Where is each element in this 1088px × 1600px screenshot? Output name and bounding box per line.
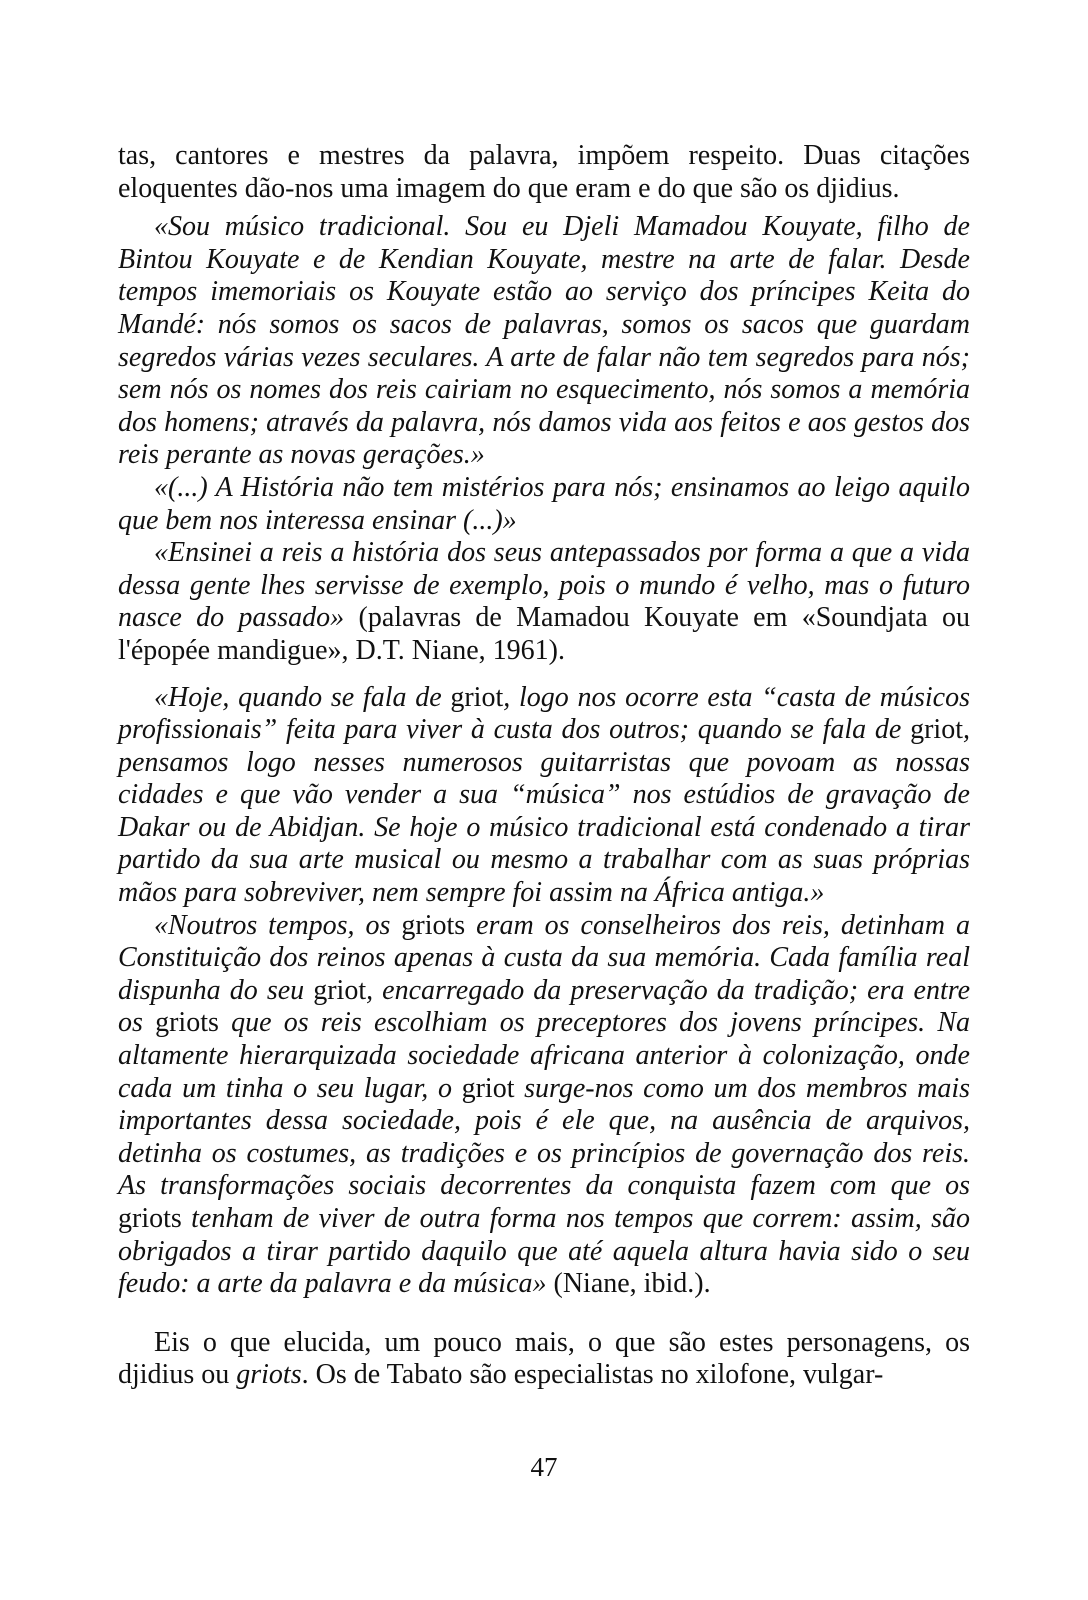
text-segment: (Niane, ibid.). [546, 1268, 711, 1300]
page-body [118, 140, 970, 1392]
quote-niane-2 [118, 910, 970, 1301]
text-segment: , encarregado da preservação da tradição; era entre os [118, 974, 971, 1039]
text-segment: griot [313, 974, 367, 1006]
text-segment: surge-nos como um dos membros mais importantes dessa sociedade, pois é ele que, na ausência de arquivos, detinha os costumes, as tradições e os princípios de governação dos reis. As transformações sociais decorrentes da conquista fazem com que os [118, 1072, 971, 1202]
text-segment: , pensamos logo nesses numerosos guitarristas que povoam as nossas cidades e que vão vender a sua “música” nos estúdios de gravação de Dakar ou de Abidjan. Se hoje o músico tradicional está condenado a tirar partido da sua arte musical ou mesmo a trabalhar com as suas próprias mãos para sobreviver, nem sempre foi assim na África antiga.» [118, 714, 970, 909]
quote-kouyate-3-citation: (palavras de Mamadou Kouyate em «Soundjata ou l'épopée mandigue», D.T. Niane, 1961). [118, 602, 971, 666]
text-segment: griots [236, 1359, 302, 1391]
text-segment: «Noutros tempos, os [154, 909, 402, 941]
text-segment: , logo nos ocorre esta “casta de músicos profissionais” feita para viver à custa dos outros; quando se fala de [118, 681, 970, 746]
opening-paragraph: tas, cantores e mestres da palavra, impõem respeito. Duas citações eloquentes dão-nos uma imagem do que eram e do que são os djidius. [118, 140, 970, 204]
text-segment: tenham de viver de outra forma nos tempos que correm: assim, são obrigados a tirar partido daquilo que até aquela altura havia sido o seu feudo: a arte da palavra e da música» [118, 1203, 970, 1300]
text-segment: . Os de Tabato são especialistas no xilofone, vulgar- [301, 1359, 884, 1391]
quote-kouyate-2: «(...) A História não tem mistérios para nós; ensinamos ao leigo aquilo que bem nos interessa ensinar (...)» [118, 471, 970, 536]
closing-paragraph [118, 1327, 970, 1392]
text-segment: que os reis escolhiam os preceptores dos jovens príncipes. Na altamente hierarquizada sociedade africana anterior à colonização, onde cada um tinha o seu lugar, o [118, 1007, 971, 1104]
quote-kouyate-3 [118, 537, 970, 667]
text-segment: griots [118, 1203, 182, 1234]
quote-kouyate-3-text: «Ensinei a reis a história dos seus antepassados por forma a que a vida dessa gente lhes servisse de exemplo, pois o mundo é velho, mas o futuro nasce do passado» [118, 537, 970, 634]
text-segment: griots [155, 1007, 219, 1039]
page-number: 47 [530, 1452, 558, 1482]
text-segment: griot [910, 714, 963, 746]
text-segment: eram os conselheiros dos reis, detinham a Constituição dos reinos apenas à custa da sua memória. Cada família real dispunha do seu [118, 909, 971, 1006]
quote-niane-1 [118, 682, 970, 910]
text-segment: griots [401, 909, 466, 941]
quote-kouyate-1: «Sou músico tradicional. Sou eu Djeli Mamadou Kouyate, filho de Bintou Kouyate e de Kendian Kouyate, mestre na arte de falar. Desde tempos imemoriais os Kouyate estão ao serviço dos príncipes Keita do Mandé: nós somos os sacos de palavras, somos os sacos que guardam segredos várias vezes seculares. A arte de falar não tem segredos para nós; sem nós os nomes dos reis cairiam no esquecimento, nós somos a memória dos homens; através da palavra, nós damos vida aos feitos e aos gestos dos reis perante as novas gerações.» [118, 211, 970, 471]
text-segment: Eis o que elucida, um pouco mais, o que são estes personagens, os djidius ou [118, 1326, 970, 1391]
text-segment: «Hoje, quando se fala de [154, 681, 451, 713]
text-segment: griot [461, 1072, 515, 1104]
text-segment: griot [450, 681, 504, 713]
